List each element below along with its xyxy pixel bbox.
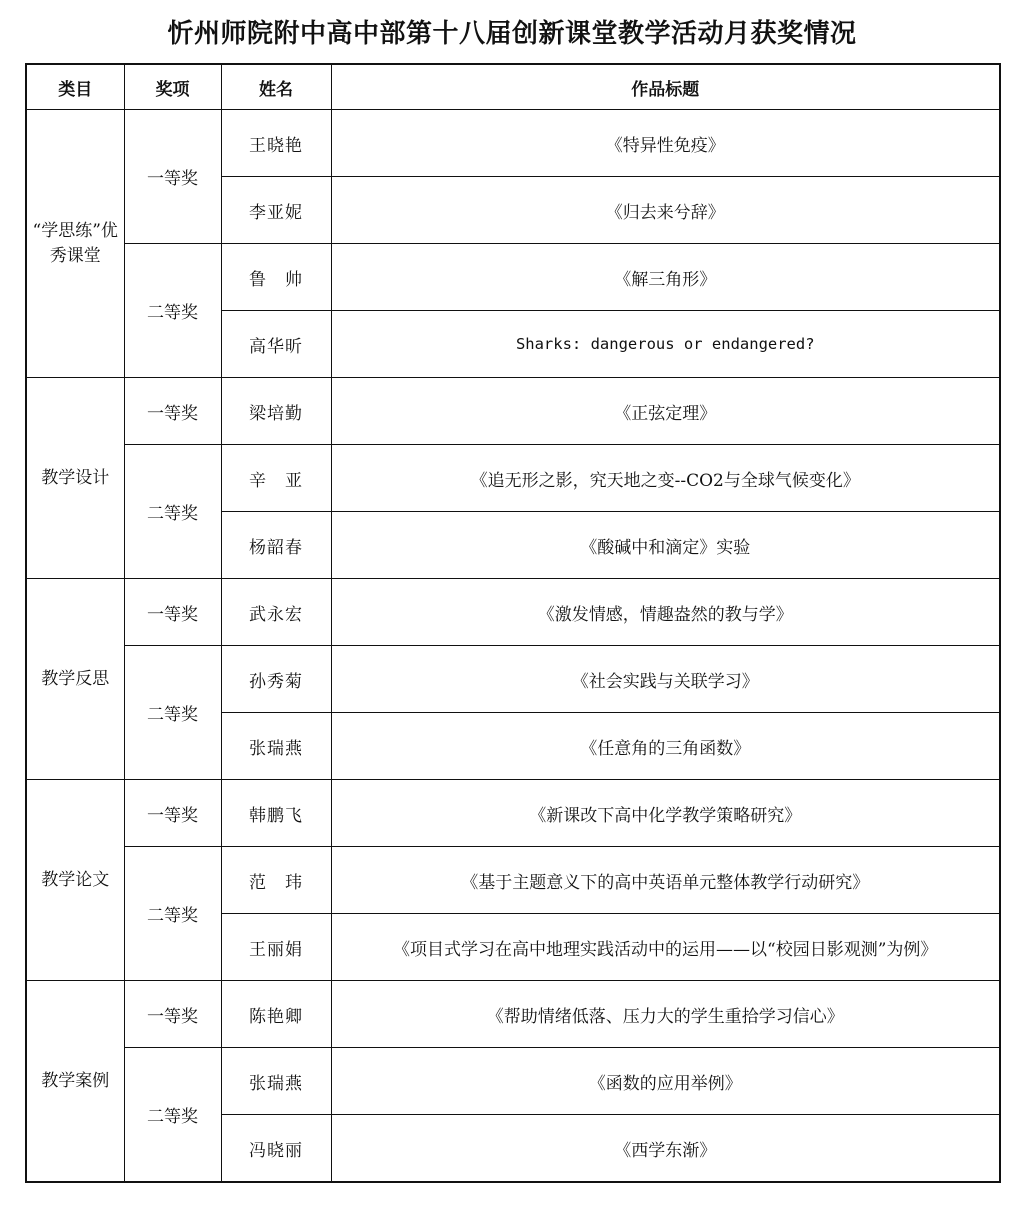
winner-name: 张瑞燕 bbox=[221, 713, 331, 780]
work-title: 《新课改下高中化学教学策略研究》 bbox=[331, 780, 1000, 847]
work-title: 《项目式学习在高中地理实践活动中的运用——以“校园日影观测”为例》 bbox=[331, 914, 1000, 981]
winner-name: 范 玮 bbox=[221, 847, 331, 914]
work-title: 《函数的应用举例》 bbox=[331, 1048, 1000, 1115]
work-title: 《任意角的三角函数》 bbox=[331, 713, 1000, 780]
work-title: 《酸碱中和滴定》实验 bbox=[331, 512, 1000, 579]
header-category: 类目 bbox=[26, 64, 124, 110]
work-title: 《特异性免疫》 bbox=[331, 110, 1000, 177]
work-title: Sharks: dangerous or endangered? bbox=[331, 311, 1000, 378]
winner-name: 高华昕 bbox=[221, 311, 331, 378]
document-title: 忻州师院附中高中部第十八届创新课堂教学活动月获奖情况 bbox=[167, 19, 857, 49]
table-row bbox=[26, 847, 1000, 914]
work-title: 《归去来兮辞》 bbox=[331, 177, 1000, 244]
winner-name: 孙秀菊 bbox=[221, 646, 331, 713]
award-level-cell: 一等奖 bbox=[124, 981, 221, 1048]
work-title: 《解三角形》 bbox=[331, 244, 1000, 311]
award-level-cell: 二等奖 bbox=[124, 244, 221, 378]
winner-name: 武永宏 bbox=[221, 579, 331, 646]
award-level-cell: 一等奖 bbox=[124, 378, 221, 445]
category-cell: 教学案例 bbox=[26, 981, 124, 1183]
awards-table bbox=[25, 63, 1001, 1183]
category-cell: 教学论文 bbox=[26, 780, 124, 981]
header-award: 奖项 bbox=[124, 64, 221, 110]
winner-name: 张瑞燕 bbox=[221, 1048, 331, 1115]
work-title: 《追无形之影，究天地之变--CO2与全球气候变化》 bbox=[331, 445, 1000, 512]
category-cell: 教学反思 bbox=[26, 579, 124, 780]
work-title: 《社会实践与关联学习》 bbox=[331, 646, 1000, 713]
work-title: 《西学东渐》 bbox=[331, 1115, 1000, 1183]
winner-name: 李亚妮 bbox=[221, 177, 331, 244]
winner-name: 冯晓丽 bbox=[221, 1115, 331, 1183]
award-level-cell: 一等奖 bbox=[124, 579, 221, 646]
table-row bbox=[26, 780, 1000, 847]
work-title: 《基于主题意义下的高中英语单元整体教学行动研究》 bbox=[331, 847, 1000, 914]
table-header-row bbox=[26, 64, 1000, 110]
table-row bbox=[26, 981, 1000, 1048]
header-work-title: 作品标题 bbox=[331, 64, 1000, 110]
award-level-cell: 二等奖 bbox=[124, 847, 221, 981]
winner-name: 陈艳卿 bbox=[221, 981, 331, 1048]
winner-name: 王丽娟 bbox=[221, 914, 331, 981]
header-name: 姓名 bbox=[221, 64, 331, 110]
table-row bbox=[26, 110, 1000, 177]
award-level-cell: 二等奖 bbox=[124, 1048, 221, 1183]
table-row bbox=[26, 579, 1000, 646]
table-row bbox=[26, 445, 1000, 512]
category-cell: 教学设计 bbox=[26, 378, 124, 579]
winner-name: 梁培勤 bbox=[221, 378, 331, 445]
winner-name: 王晓艳 bbox=[221, 110, 331, 177]
winner-name: 鲁 帅 bbox=[221, 244, 331, 311]
table-row bbox=[26, 1048, 1000, 1115]
winner-name: 韩鹏飞 bbox=[221, 780, 331, 847]
award-level-cell: 二等奖 bbox=[124, 646, 221, 780]
award-level-cell: 一等奖 bbox=[124, 780, 221, 847]
award-level-cell: 二等奖 bbox=[124, 445, 221, 579]
table-row bbox=[26, 244, 1000, 311]
work-title: 《激发情感，情趣盎然的教与学》 bbox=[331, 579, 1000, 646]
winner-name: 杨韶春 bbox=[221, 512, 331, 579]
table-row bbox=[26, 378, 1000, 445]
table-row bbox=[26, 646, 1000, 713]
work-title: 《正弦定理》 bbox=[331, 378, 1000, 445]
work-title: 《帮助情绪低落、压力大的学生重拾学习信心》 bbox=[331, 981, 1000, 1048]
category-cell: “学思练”优秀课堂 bbox=[26, 110, 124, 378]
award-level-cell: 一等奖 bbox=[124, 110, 221, 244]
winner-name: 辛 亚 bbox=[221, 445, 331, 512]
